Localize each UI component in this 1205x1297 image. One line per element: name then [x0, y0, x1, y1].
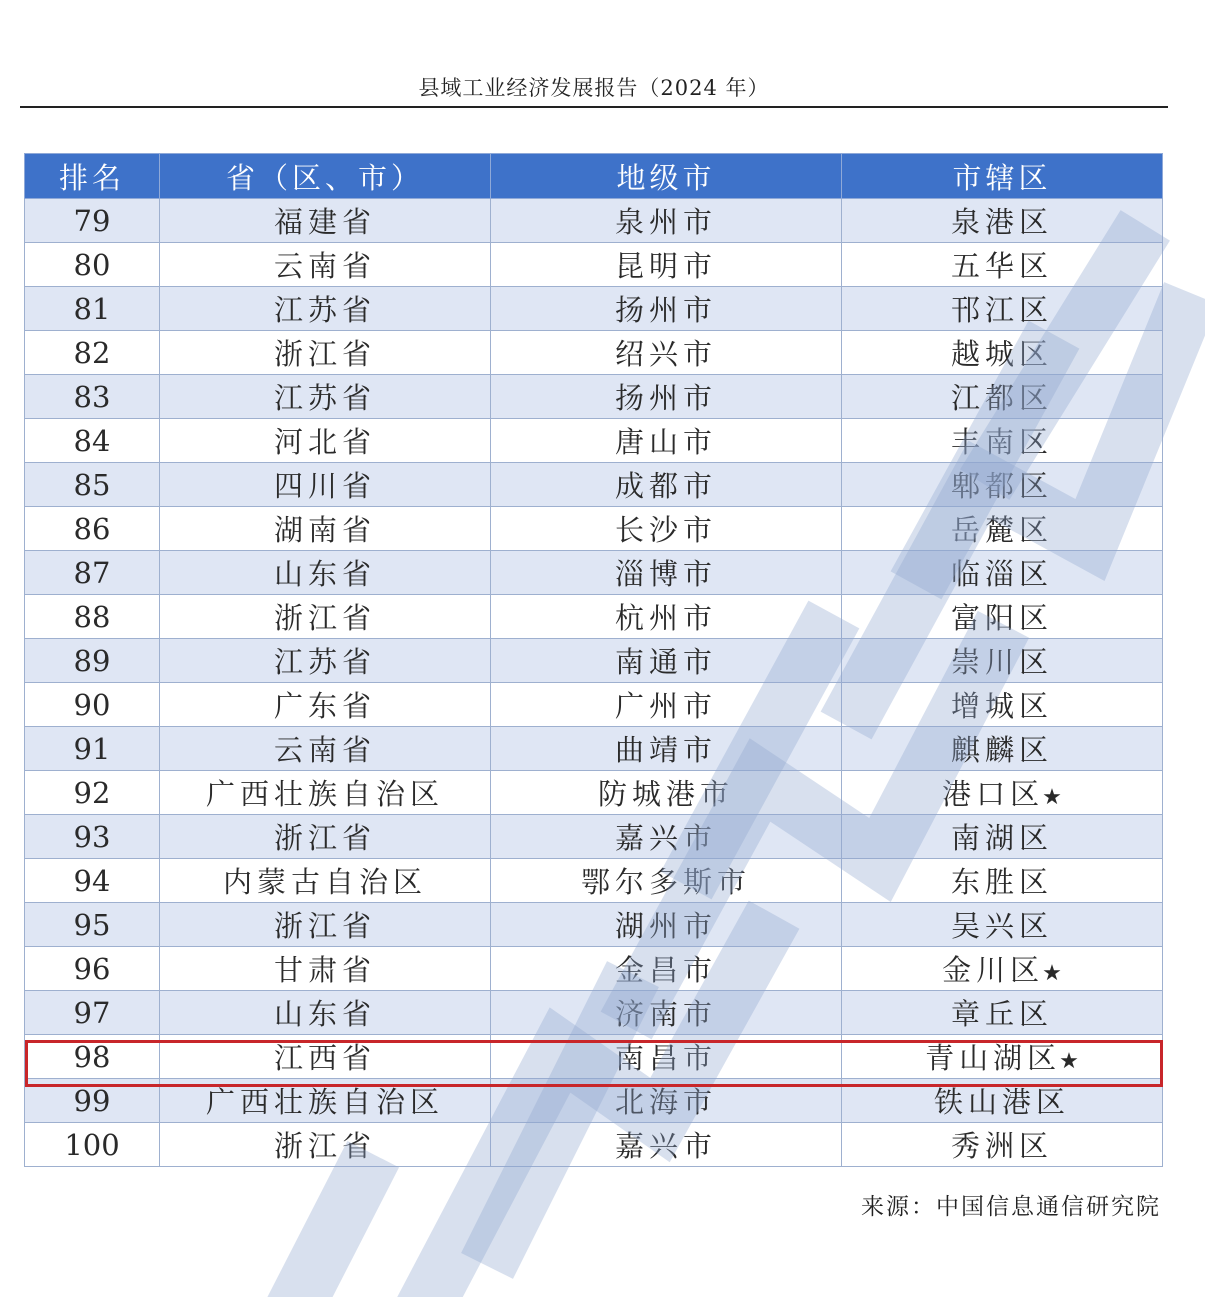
city-cell [491, 815, 842, 859]
province-cell-text: 河北省 [273, 425, 376, 459]
district-cell-text: 富阳区 [950, 601, 1053, 635]
table-row [25, 1035, 1163, 1079]
province-cell-text: 广西壮族自治区 [205, 1085, 444, 1119]
district-cell-text: 章丘区 [950, 997, 1053, 1031]
column-header-district: 市辖区 [842, 154, 1163, 199]
ranking-table [24, 153, 1163, 1167]
district-cell [842, 859, 1163, 903]
province-cell [160, 463, 491, 507]
province-cell-text: 江苏省 [273, 293, 376, 327]
district-cell-text: 越城区 [950, 337, 1053, 371]
district-cell-text: 五华区 [950, 249, 1053, 283]
district-cell [842, 683, 1163, 727]
city-cell [491, 947, 842, 991]
rank-cell-text: 95 [73, 907, 111, 942]
district-cell [842, 419, 1163, 463]
province-cell-text: 山东省 [273, 557, 376, 591]
rank-cell [25, 859, 160, 903]
rank-cell [25, 551, 160, 595]
rank-cell-text: 91 [73, 731, 111, 766]
rank-cell [25, 639, 160, 683]
rank-cell [25, 991, 160, 1035]
city-cell-text: 扬州市 [614, 293, 717, 327]
rank-cell-text: 97 [73, 995, 111, 1030]
city-cell-text: 成都市 [614, 469, 717, 503]
rank-cell [25, 507, 160, 551]
province-cell-text: 浙江省 [273, 601, 376, 635]
city-cell-text: 嘉兴市 [614, 821, 717, 855]
city-cell-text: 嘉兴市 [614, 1129, 717, 1163]
province-cell-text: 浙江省 [273, 909, 376, 943]
district-cell-text: 麒麟区 [950, 733, 1053, 767]
province-cell [160, 551, 491, 595]
rank-cell [25, 243, 160, 287]
district-cell-text: 临淄区 [950, 557, 1053, 591]
city-cell-text: 淄博市 [614, 557, 717, 591]
province-cell [160, 991, 491, 1035]
rank-cell-text: 83 [73, 379, 111, 414]
rank-cell [25, 815, 160, 859]
province-cell-text: 浙江省 [273, 1129, 376, 1163]
column-header-rank: 排名 [25, 154, 160, 199]
city-cell-text: 泉州市 [614, 205, 717, 239]
province-cell-text: 江西省 [273, 1041, 376, 1075]
province-cell [160, 771, 491, 815]
city-cell [491, 683, 842, 727]
province-cell-text: 福建省 [273, 205, 376, 239]
district-cell [842, 947, 1163, 991]
table-row [25, 287, 1163, 331]
province-cell [160, 419, 491, 463]
source-note: 来源：中国信息通信研究院 [861, 1194, 1161, 1220]
city-cell-text: 曲靖市 [614, 733, 717, 767]
province-cell [160, 595, 491, 639]
table-row [25, 1123, 1163, 1167]
province-cell-text: 云南省 [273, 733, 376, 767]
city-cell-text: 昆明市 [614, 249, 717, 283]
rank-cell [25, 419, 160, 463]
rank-cell-text: 94 [73, 863, 111, 898]
table-row [25, 683, 1163, 727]
rank-cell [25, 1079, 160, 1123]
city-cell-text: 防城港市 [597, 777, 734, 811]
rank-cell-text: 89 [73, 643, 111, 678]
province-cell [160, 199, 491, 243]
district-cell [842, 243, 1163, 287]
district-cell [842, 727, 1163, 771]
rank-cell [25, 331, 160, 375]
city-cell [491, 727, 842, 771]
rank-cell [25, 947, 160, 991]
city-cell-text: 唐山市 [614, 425, 717, 459]
province-cell-text: 云南省 [273, 249, 376, 283]
district-cell-text: 南湖区 [950, 821, 1053, 855]
district-cell [842, 551, 1163, 595]
province-cell [160, 815, 491, 859]
page-header [20, 72, 1168, 108]
table-row [25, 727, 1163, 771]
column-header-city: 地级市 [491, 154, 842, 199]
city-cell [491, 859, 842, 903]
province-cell [160, 1079, 491, 1123]
rank-cell-text: 87 [73, 555, 111, 590]
district-cell-text: 港口区 [942, 777, 1045, 811]
district-cell-text: 郫都区 [950, 469, 1053, 503]
province-cell [160, 903, 491, 947]
province-cell [160, 639, 491, 683]
province-cell [160, 375, 491, 419]
district-cell [842, 1035, 1163, 1079]
rank-cell-text: 79 [73, 203, 111, 238]
province-cell [160, 1123, 491, 1167]
city-cell-text: 扬州市 [614, 381, 717, 415]
rank-cell-text: 92 [73, 775, 111, 810]
rank-cell [25, 595, 160, 639]
table-row [25, 639, 1163, 683]
district-cell [842, 595, 1163, 639]
rank-cell-text: 88 [73, 599, 111, 634]
table-body [25, 199, 1163, 1167]
city-cell [491, 419, 842, 463]
table-row [25, 1079, 1163, 1123]
province-cell-text: 浙江省 [273, 821, 376, 855]
province-cell-text: 江苏省 [273, 645, 376, 679]
city-cell [491, 199, 842, 243]
rank-cell-text: 100 [64, 1127, 120, 1162]
province-cell [160, 243, 491, 287]
rank-cell-text: 85 [73, 467, 111, 502]
rank-cell-text: 84 [73, 423, 111, 458]
province-cell-text: 内蒙古自治区 [222, 865, 427, 899]
rank-cell-text: 99 [73, 1083, 111, 1118]
district-cell-text: 岳麓区 [950, 513, 1053, 547]
district-cell-text: 铁山港区 [933, 1085, 1070, 1119]
rank-cell-text: 82 [73, 335, 111, 370]
city-cell-text: 济南市 [614, 997, 717, 1031]
city-cell [491, 375, 842, 419]
district-cell-text: 吴兴区 [950, 909, 1053, 943]
city-cell-text: 长沙市 [614, 513, 717, 547]
city-cell-text: 绍兴市 [614, 337, 717, 371]
province-cell-text: 广西壮族自治区 [205, 777, 444, 811]
rank-cell [25, 727, 160, 771]
rank-cell [25, 287, 160, 331]
province-cell [160, 859, 491, 903]
city-cell-text: 南昌市 [614, 1041, 717, 1075]
city-cell [491, 771, 842, 815]
district-cell-text: 江都区 [950, 381, 1053, 415]
province-cell-text: 四川省 [273, 469, 376, 503]
table-row [25, 199, 1163, 243]
city-cell [491, 243, 842, 287]
rank-cell [25, 903, 160, 947]
column-header-province: 省（区、市） [160, 154, 491, 199]
district-cell [842, 507, 1163, 551]
district-cell [842, 463, 1163, 507]
district-cell [842, 903, 1163, 947]
district-cell [842, 639, 1163, 683]
rank-cell [25, 375, 160, 419]
district-cell-text: 东胜区 [950, 865, 1053, 899]
district-cell-text: 泉港区 [950, 205, 1053, 239]
district-cell [842, 287, 1163, 331]
district-cell-text: 邗江区 [950, 293, 1053, 327]
district-cell-text: 青山湖区 [925, 1041, 1062, 1075]
ranking-table-container [24, 153, 1162, 1167]
rank-cell [25, 683, 160, 727]
city-cell-text: 南通市 [614, 645, 717, 679]
district-cell [842, 771, 1163, 815]
rank-cell-text: 86 [73, 511, 111, 546]
city-cell-text: 广州市 [614, 689, 717, 723]
province-cell-text: 山东省 [273, 997, 376, 1031]
rank-cell [25, 1035, 160, 1079]
district-cell [842, 815, 1163, 859]
city-cell [491, 1123, 842, 1167]
rank-cell-text: 81 [73, 291, 111, 326]
rank-cell-text: 96 [73, 951, 111, 986]
rank-cell-text: 90 [73, 687, 111, 722]
rank-cell-text: 80 [73, 247, 111, 282]
rank-cell [25, 463, 160, 507]
province-cell [160, 947, 491, 991]
district-cell-text: 秀洲区 [950, 1129, 1053, 1163]
province-cell [160, 727, 491, 771]
city-cell [491, 595, 842, 639]
city-cell [491, 551, 842, 595]
district-cell [842, 199, 1163, 243]
city-cell [491, 1035, 842, 1079]
province-cell [160, 507, 491, 551]
city-cell [491, 639, 842, 683]
province-cell [160, 331, 491, 375]
table-row [25, 991, 1163, 1035]
district-cell [842, 375, 1163, 419]
rank-cell-text: 98 [73, 1039, 111, 1074]
table-row [25, 771, 1163, 815]
district-cell-text: 丰南区 [950, 425, 1053, 459]
province-cell-text: 甘肃省 [273, 953, 376, 987]
province-cell-text: 浙江省 [273, 337, 376, 371]
province-cell [160, 287, 491, 331]
city-cell [491, 507, 842, 551]
district-cell-text: 增城区 [950, 689, 1053, 723]
province-cell-text: 江苏省 [273, 381, 376, 415]
city-cell-text: 金昌市 [614, 953, 717, 987]
rank-cell-text: 93 [73, 819, 111, 854]
city-cell [491, 1079, 842, 1123]
city-cell [491, 331, 842, 375]
city-cell-text: 湖州市 [614, 909, 717, 943]
rank-cell [25, 199, 160, 243]
district-cell [842, 1079, 1163, 1123]
city-cell [491, 463, 842, 507]
district-cell-text: 崇川区 [950, 645, 1053, 679]
city-cell [491, 991, 842, 1035]
table-row [25, 903, 1163, 947]
star-icon: ★ [1042, 785, 1062, 810]
province-cell [160, 683, 491, 727]
district-cell [842, 991, 1163, 1035]
table-row [25, 507, 1163, 551]
rank-cell [25, 771, 160, 815]
table-row [25, 815, 1163, 859]
table-row [25, 859, 1163, 903]
table-row [25, 463, 1163, 507]
city-cell-text: 杭州市 [614, 601, 717, 635]
table-row [25, 243, 1163, 287]
city-cell-text: 北海市 [614, 1085, 717, 1119]
table-row [25, 947, 1163, 991]
district-cell-text: 金川区 [942, 953, 1045, 987]
table-header-row [25, 154, 1163, 199]
rank-cell [25, 1123, 160, 1167]
province-cell [160, 1035, 491, 1079]
table-row [25, 551, 1163, 595]
table-row [25, 375, 1163, 419]
report-title: 县域工业经济发展报告（2024 年） [418, 76, 770, 100]
district-cell [842, 331, 1163, 375]
table-row [25, 595, 1163, 639]
city-cell [491, 903, 842, 947]
city-cell [491, 287, 842, 331]
city-cell-text: 鄂尔多斯市 [580, 865, 751, 899]
table-row [25, 419, 1163, 463]
star-icon: ★ [1042, 961, 1062, 986]
province-cell-text: 湖南省 [273, 513, 376, 547]
star-icon: ★ [1059, 1049, 1079, 1074]
district-cell [842, 1123, 1163, 1167]
province-cell-text: 广东省 [273, 689, 376, 723]
table-row [25, 331, 1163, 375]
